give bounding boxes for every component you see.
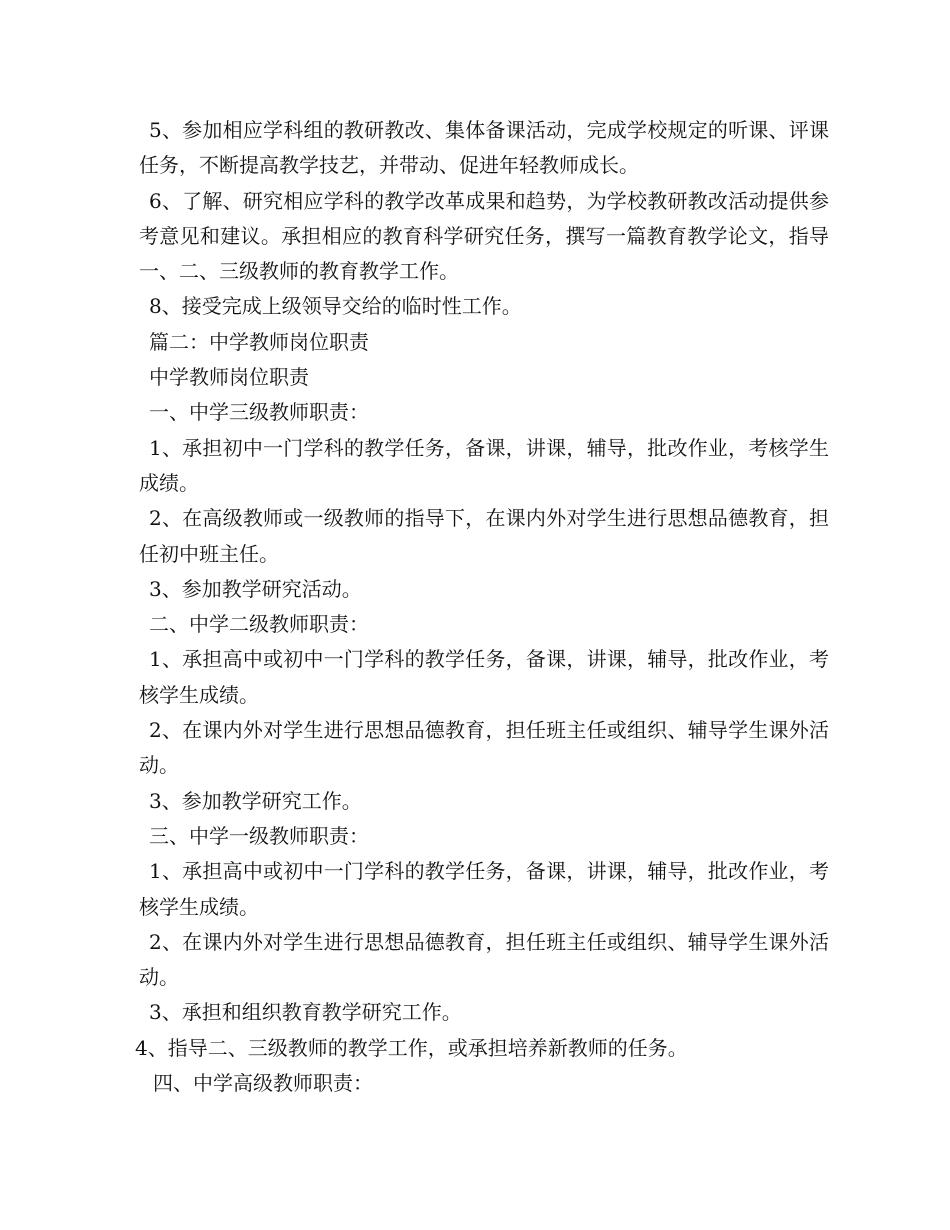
grade-two-duty-2: 2、在课内外对学生进行思想品德教育，担任班主任或组织、辅导学生课外活动。 <box>139 718 829 778</box>
paragraph-item-8: 8、接受完成上级领导交给的临时性工作。 <box>149 294 522 319</box>
section-heading-senior: 四、中学高级教师职责： <box>153 1071 373 1096</box>
grade-two-duty-3: 3、参加教学研究工作。 <box>149 788 362 813</box>
paragraph-item-6: 6、了解、研究相应学科的教学改革成果和趋势，为学校教研教改活动提供参考意见和建议。承担相应的教育科学研究任务，撰写一篇教育教学论文，指导一、二、三级教师的教育教学工作。 <box>139 188 829 284</box>
grade-one-duty-4: 4、指导二、三级教师的教学工作，或承担培养新教师的任务。 <box>135 1035 688 1060</box>
grade-one-duty-1: 1、承担高中或初中一门学科的教学任务，备课，讲课，辅导，批改作业，考核学生成绩。 <box>139 859 829 919</box>
grade-three-duty-1: 1、承担初中一门学科的教学任务，备课，讲课，辅导，批改作业，考核学生成绩。 <box>139 435 829 495</box>
section-heading-grade-one: 三、中学一级教师职责： <box>149 823 369 848</box>
grade-one-duty-2: 2、在课内外对学生进行思想品德教育，担任班主任或组织、辅导学生课外活动。 <box>139 929 829 990</box>
section-title-part-two: 篇二：中学教师岗位职责 <box>149 329 369 354</box>
grade-one-duty-3: 3、承担和组织教育教学研究工作。 <box>149 1000 462 1025</box>
grade-three-duty-2: 2、在高级教师或一级教师的指导下，在课内外对学生进行思想品德教育，担任初中班主任。 <box>139 506 829 566</box>
document-heading: 中学教师岗位职责 <box>149 365 309 390</box>
section-heading-grade-two: 二、中学二级教师职责： <box>149 612 369 637</box>
grade-three-duty-3: 3、参加教学研究活动。 <box>149 576 362 601</box>
document-body <box>135 113 829 1101</box>
section-heading-grade-three: 一、中学三级教师职责： <box>149 400 369 425</box>
paragraph-item-5: 5、参加相应学科组的教研教改、集体备课活动，完成学校规定的听课、评课任务，不断提高教学技艺，并带动、促进年轻教师成长。 <box>139 118 829 178</box>
grade-two-duty-1: 1、承担高中或初中一门学科的教学任务，备课，讲课，辅导，批改作业，考核学生成绩。 <box>139 647 829 707</box>
